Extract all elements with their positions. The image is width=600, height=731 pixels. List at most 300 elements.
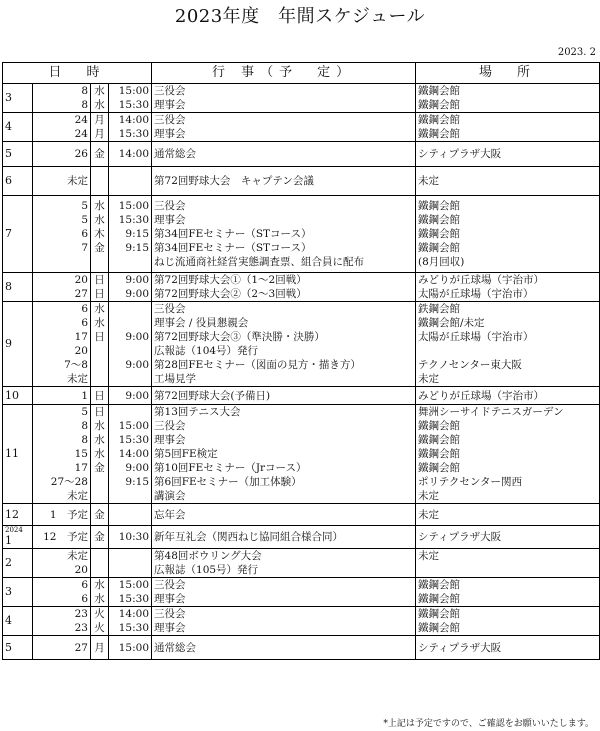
schedule-line: 15:00 xyxy=(118,420,150,432)
schedule-line: 15:30 xyxy=(118,593,150,605)
place-cell xyxy=(416,526,600,549)
place-cell xyxy=(416,607,600,636)
time-cell xyxy=(109,607,152,636)
schedule-line: 9:00 xyxy=(125,359,150,371)
day-cell xyxy=(33,549,91,578)
month-block xyxy=(3,607,600,636)
schedule-line: 日 xyxy=(94,406,105,418)
time-cell xyxy=(109,113,152,142)
schedule-line: 24 xyxy=(74,114,88,126)
event-cell xyxy=(152,607,416,636)
event-cell xyxy=(152,405,416,504)
month-number: 9 xyxy=(5,337,12,350)
schedule-line: ねじ流通商社経営実態調査票、組合員に配布 xyxy=(154,256,365,268)
day-cell xyxy=(33,578,91,607)
schedule-line: 7 xyxy=(81,242,88,254)
issue-date: 2023. 2 xyxy=(557,47,596,58)
schedule-line: 木 xyxy=(94,228,105,240)
time-cell xyxy=(109,636,152,660)
schedule-line: 第72回野球大会①（1～2回戦） xyxy=(154,274,307,286)
schedule-line: 23 xyxy=(74,608,88,620)
schedule-table xyxy=(2,62,600,660)
day-cell xyxy=(33,387,91,405)
schedule-line xyxy=(418,344,597,358)
schedule-line: 鐵鋼会館 xyxy=(418,593,461,605)
schedule-line: 第6回FEセミナー（加工体験） xyxy=(154,476,302,488)
weekday-cell xyxy=(91,526,109,549)
schedule-line: ポリテクセンター関西 xyxy=(418,476,522,488)
schedule-line: 月 xyxy=(94,114,105,126)
schedule-line: 26 xyxy=(74,148,88,160)
schedule-line: 15:00 xyxy=(118,579,150,591)
schedule-line: 15 xyxy=(74,448,88,460)
schedule-line: 未定 xyxy=(67,373,88,385)
event-cell xyxy=(152,167,416,196)
schedule-line: 三役会 xyxy=(154,114,186,126)
month-cell xyxy=(3,636,33,660)
schedule-line: 金 xyxy=(94,148,105,160)
page-title: 2023年度 年間スケジュール xyxy=(174,6,426,27)
month-number: 8 xyxy=(5,280,12,293)
day-cell xyxy=(33,113,91,142)
event-cell xyxy=(152,302,416,387)
schedule-line: 未定 xyxy=(418,373,440,385)
day-cell xyxy=(33,167,91,196)
month-cell xyxy=(3,167,33,196)
weekday-cell xyxy=(91,607,109,636)
schedule-line: 第13回テニス大会 xyxy=(154,406,241,418)
schedule-line: 27 xyxy=(74,641,88,654)
place-cell xyxy=(416,504,600,526)
schedule-line: 金 xyxy=(94,242,105,254)
schedule-line: 三役会 xyxy=(154,579,186,591)
day-cell xyxy=(33,302,91,387)
schedule-line: 27～28 xyxy=(50,476,88,488)
schedule-line: 鐵鋼会館 xyxy=(418,622,461,634)
time-cell xyxy=(109,167,152,196)
month-block xyxy=(3,504,600,526)
month-cell xyxy=(3,84,33,113)
schedule-line: 15:30 xyxy=(118,99,150,111)
time-cell xyxy=(109,387,152,405)
event-cell xyxy=(152,142,416,167)
schedule-line xyxy=(111,549,149,563)
event-cell xyxy=(152,273,416,302)
weekday-cell xyxy=(91,636,109,660)
schedule-line: 15:00 xyxy=(118,641,150,654)
schedule-line: 6 xyxy=(81,579,88,591)
schedule-line: 鐵鋼会館 xyxy=(418,85,461,97)
month-block xyxy=(3,302,600,387)
schedule-line: 15:30 xyxy=(118,214,150,226)
schedule-line: 10:30 xyxy=(118,531,150,543)
schedule-line: 鐵鋼会館 xyxy=(418,214,461,226)
month-number: 7 xyxy=(5,227,12,240)
event-cell xyxy=(152,196,416,273)
event-cell xyxy=(152,526,416,549)
weekday-cell xyxy=(91,142,109,167)
day-cell xyxy=(33,405,91,504)
schedule-line: 8 xyxy=(81,85,88,97)
schedule-line: 鐵鋼会館 xyxy=(418,608,461,620)
schedule-line: 鐵鋼会館 xyxy=(418,462,461,474)
schedule-line: 20 xyxy=(74,564,88,576)
schedule-line: 舞洲シーサイドテニスガーデン xyxy=(418,406,564,418)
schedule-line: テクノセンター東大阪 xyxy=(418,359,522,371)
schedule-line: 鉄鋼会館 xyxy=(418,303,461,315)
schedule-line: 未定 xyxy=(418,490,440,502)
schedule-line: 5 xyxy=(81,214,88,226)
schedule-line xyxy=(93,563,106,577)
day-cell xyxy=(33,142,91,167)
schedule-line: 鐵鋼会館 xyxy=(418,242,461,254)
month-block xyxy=(3,196,600,273)
weekday-cell xyxy=(91,167,109,196)
schedule-line: 鐵鋼会館 xyxy=(418,99,461,111)
schedule-line: 鐵鋼会館 xyxy=(418,434,461,446)
schedule-line: 14:00 xyxy=(118,148,150,160)
weekday-cell xyxy=(91,273,109,302)
schedule-line: 水 xyxy=(94,434,105,446)
schedule-line: 日 xyxy=(94,274,105,286)
schedule-line xyxy=(93,549,106,563)
month-number: 5 xyxy=(5,147,12,160)
schedule-line xyxy=(111,174,149,188)
schedule-line: 9:15 xyxy=(125,228,150,240)
schedule-line: 1 予定 xyxy=(49,508,88,521)
month-cell xyxy=(3,113,33,142)
schedule-line: 月 xyxy=(94,128,105,140)
schedule-line xyxy=(93,475,106,489)
schedule-line xyxy=(93,174,106,188)
schedule-line: 7～8 xyxy=(64,359,88,371)
schedule-line: 15:30 xyxy=(118,622,150,634)
schedule-line: 水 xyxy=(94,99,105,111)
schedule-line: 金 xyxy=(94,531,105,543)
footnote: *上記は予定ですので、ご確認をお願いいたします。 xyxy=(383,719,594,729)
schedule-line: 20 xyxy=(74,274,88,286)
place-cell xyxy=(416,113,600,142)
schedule-line: 理事会 xyxy=(154,622,186,634)
place-cell xyxy=(416,196,600,273)
schedule-line: 27 xyxy=(74,288,88,300)
day-cell xyxy=(33,196,91,273)
schedule-line: 17 xyxy=(74,462,88,474)
month-number: 5 xyxy=(5,640,12,654)
month-cell xyxy=(3,387,33,405)
event-cell xyxy=(152,636,416,660)
schedule-line: 鐵鋼会館 xyxy=(418,579,461,591)
schedule-line: 6 xyxy=(81,303,88,315)
schedule-line: 三役会 xyxy=(154,85,186,97)
schedule-line: 広報誌（104号）発行 xyxy=(154,345,259,357)
schedule-line: 鐵鋼会館 xyxy=(418,228,461,240)
time-cell xyxy=(109,196,152,273)
schedule-line: 9:00 xyxy=(125,462,150,474)
schedule-body xyxy=(3,84,600,660)
time-cell xyxy=(109,504,152,526)
place-cell xyxy=(416,549,600,578)
year-label: 2024 xyxy=(5,526,23,534)
schedule-line: 第72回野球大会(予備日) xyxy=(154,389,271,402)
schedule-line: 火 xyxy=(94,622,105,634)
schedule-line xyxy=(111,316,149,330)
schedule-line: 第5回FE検定 xyxy=(154,448,218,460)
month-cell xyxy=(3,302,33,387)
schedule-line: 水 xyxy=(94,317,105,329)
schedule-line: 9:15 xyxy=(125,476,150,488)
event-cell xyxy=(152,387,416,405)
schedule-line: 17 xyxy=(74,331,88,343)
month-number: 4 xyxy=(5,120,12,133)
day-cell xyxy=(33,526,91,549)
schedule-line: 第34回FEセミナー（STコース） xyxy=(154,242,312,254)
day-cell xyxy=(33,84,91,113)
schedule-line xyxy=(418,563,597,577)
month-cell xyxy=(3,526,33,549)
schedule-line xyxy=(111,508,149,522)
header-date-time: 日 時 xyxy=(3,63,152,84)
month-block xyxy=(3,113,600,142)
schedule-line: 三役会 xyxy=(154,420,186,432)
schedule-line: 9:00 xyxy=(125,331,150,343)
schedule-line: 金 xyxy=(94,462,105,474)
schedule-line: 月 xyxy=(94,641,105,654)
month-block xyxy=(3,636,600,660)
month-block xyxy=(3,142,600,167)
time-cell xyxy=(109,302,152,387)
time-cell xyxy=(109,549,152,578)
schedule-line xyxy=(111,405,149,419)
month-block xyxy=(3,526,600,549)
day-cell xyxy=(33,504,91,526)
schedule-line: 水 xyxy=(94,448,105,460)
schedule-line: 日 xyxy=(94,288,105,300)
month-number: 3 xyxy=(5,585,12,598)
schedule-line: 5 xyxy=(81,406,88,418)
day-cell xyxy=(33,636,91,660)
place-cell xyxy=(416,636,600,660)
schedule-line: 水 xyxy=(94,200,105,212)
month-number: 10 xyxy=(5,388,19,402)
place-cell xyxy=(416,578,600,607)
schedule-line: 理事会 xyxy=(154,434,186,446)
schedule-line: 忘年会 xyxy=(154,508,186,521)
schedule-line: 通常総会 xyxy=(154,641,197,654)
month-cell xyxy=(3,578,33,607)
schedule-line: 24 xyxy=(74,128,88,140)
weekday-cell xyxy=(91,387,109,405)
event-cell xyxy=(152,549,416,578)
time-cell xyxy=(109,578,152,607)
month-number: 3 xyxy=(5,91,12,104)
schedule-line: 12 予定 xyxy=(43,531,88,543)
schedule-line: 8 xyxy=(81,434,88,446)
header-event: 行 事（予 定） xyxy=(152,63,416,84)
weekday-cell xyxy=(91,578,109,607)
month-cell xyxy=(3,405,33,504)
schedule-line: 15:30 xyxy=(118,128,150,140)
schedule-line: 三役会 xyxy=(154,200,186,212)
schedule-line: 15:00 xyxy=(118,200,150,212)
weekday-cell xyxy=(91,302,109,387)
schedule-line: 14:00 xyxy=(118,114,150,126)
weekday-cell xyxy=(91,196,109,273)
schedule-line: 9:00 xyxy=(125,288,150,300)
schedule-line xyxy=(111,372,149,386)
schedule-line: 理事会 / 役員懇親会 xyxy=(154,317,249,329)
schedule-line: 6 xyxy=(81,317,88,329)
schedule-line: 鐵鋼会館 xyxy=(418,448,461,460)
place-cell xyxy=(416,273,600,302)
schedule-line: 第48回ボウリング大会 xyxy=(154,550,262,562)
schedule-line: 講演会 xyxy=(154,490,186,502)
month-number: 12 xyxy=(5,507,19,521)
time-cell xyxy=(109,526,152,549)
schedule-line xyxy=(111,302,149,316)
place-cell xyxy=(416,167,600,196)
schedule-line xyxy=(93,372,106,386)
schedule-line: 日 xyxy=(94,389,105,402)
time-cell xyxy=(109,84,152,113)
schedule-line: 新年互礼会（関西ねじ協同組合様合同） xyxy=(154,531,344,543)
day-cell xyxy=(33,273,91,302)
schedule-line: 通常総会 xyxy=(154,148,197,160)
schedule-line: 理事会 xyxy=(154,128,186,140)
month-number: 1 xyxy=(5,534,12,547)
schedule-line: 未定 xyxy=(67,175,88,187)
schedule-line: 6 xyxy=(81,228,88,240)
schedule-line: 三役会 xyxy=(154,608,186,620)
schedule-line: 鐵鋼会館 xyxy=(418,200,461,212)
schedule-line: 水 xyxy=(94,214,105,226)
schedule-line: シティプラザ大阪 xyxy=(418,531,502,543)
place-cell xyxy=(416,142,600,167)
weekday-cell xyxy=(91,84,109,113)
schedule-line: 23 xyxy=(74,622,88,634)
month-number: 2 xyxy=(5,556,12,569)
event-cell xyxy=(152,504,416,526)
time-cell xyxy=(109,142,152,167)
schedule-line xyxy=(93,344,106,358)
schedule-line xyxy=(93,358,106,372)
schedule-line: 太陽が丘球場（宇治市） xyxy=(418,288,534,300)
schedule-line: みどりが丘球場（宇治市） xyxy=(418,389,545,402)
weekday-cell xyxy=(91,504,109,526)
schedule-line: 9:15 xyxy=(125,242,150,254)
schedule-line: 15:30 xyxy=(118,434,150,446)
schedule-line: 水 xyxy=(94,85,105,97)
schedule-line: みどりが丘球場（宇治市） xyxy=(418,274,545,286)
month-cell xyxy=(3,196,33,273)
schedule-line: 1 xyxy=(81,389,88,402)
schedule-line: 9:00 xyxy=(125,389,150,402)
schedule-line: 15:00 xyxy=(118,85,150,97)
schedule-line: 9:00 xyxy=(125,274,150,286)
schedule-line: 第72回野球大会②（2～3回戦） xyxy=(154,288,307,300)
month-number: 6 xyxy=(5,174,12,187)
month-block xyxy=(3,273,600,302)
schedule-line: 14:00 xyxy=(118,608,150,620)
schedule-line: 火 xyxy=(94,608,105,620)
place-cell xyxy=(416,84,600,113)
weekday-cell xyxy=(91,405,109,504)
schedule-line: 水 xyxy=(94,593,105,605)
header-place: 場 所 xyxy=(416,63,600,84)
schedule-line: 未定 xyxy=(67,550,88,562)
schedule-line: 第28回FEセミナー（図面の見方・描き方） xyxy=(154,359,361,371)
weekday-cell xyxy=(91,113,109,142)
month-cell xyxy=(3,549,33,578)
time-cell xyxy=(109,273,152,302)
schedule-line: 工場見学 xyxy=(154,373,197,385)
schedule-line xyxy=(35,255,88,269)
schedule-line: 第34回FEセミナー（STコース） xyxy=(154,228,312,240)
schedule-line: 水 xyxy=(94,579,105,591)
place-cell xyxy=(416,387,600,405)
schedule-line: 鐵鋼会館/未定 xyxy=(418,317,485,329)
month-cell xyxy=(3,273,33,302)
schedule-line xyxy=(93,489,106,503)
schedule-line: 鐵鋼会館 xyxy=(418,128,461,140)
schedule-line: (8月回収) xyxy=(418,256,465,268)
place-cell xyxy=(416,302,600,387)
schedule-line: 広報誌（105号）発行 xyxy=(154,564,259,576)
schedule-line: シティプラザ大阪 xyxy=(418,641,502,654)
schedule-line: 水 xyxy=(94,303,105,315)
schedule-line: 水 xyxy=(94,420,105,432)
schedule-line: 第72回野球大会 キャプテン会議 xyxy=(154,175,314,187)
schedule-line: 未定 xyxy=(67,490,88,502)
month-cell xyxy=(3,142,33,167)
month-number: 4 xyxy=(5,614,12,627)
month-block xyxy=(3,387,600,405)
schedule-line: 理事会 xyxy=(154,593,186,605)
schedule-line: 第10回FEセミナー（Jrコース） xyxy=(154,462,307,474)
schedule-line: 8 xyxy=(81,99,88,111)
month-block xyxy=(3,167,600,196)
month-number: 11 xyxy=(5,447,19,460)
event-cell xyxy=(152,84,416,113)
schedule-line: 鐵鋼会館 xyxy=(418,420,461,432)
schedule-line xyxy=(93,255,106,269)
schedule-line: 8 xyxy=(81,420,88,432)
schedule-line: 未定 xyxy=(418,508,440,521)
weekday-cell xyxy=(91,549,109,578)
time-cell xyxy=(109,405,152,504)
table-header-row xyxy=(3,63,600,84)
month-block xyxy=(3,549,600,578)
event-cell xyxy=(152,113,416,142)
month-cell xyxy=(3,607,33,636)
schedule-line xyxy=(111,255,149,269)
schedule-line: シティプラザ大阪 xyxy=(418,148,502,160)
month-block xyxy=(3,84,600,113)
schedule-line: 理事会 xyxy=(154,99,186,111)
schedule-line: 第72回野球大会③（準決勝・決勝） xyxy=(154,331,325,343)
schedule-line xyxy=(111,563,149,577)
schedule-line: 未定 xyxy=(418,550,440,562)
day-cell xyxy=(33,607,91,636)
schedule-line: 20 xyxy=(74,345,88,357)
schedule-line: 14:00 xyxy=(118,448,150,460)
schedule-line: 5 xyxy=(81,200,88,212)
schedule-line xyxy=(111,489,149,503)
month-block xyxy=(3,405,600,504)
schedule-line: 6 xyxy=(81,593,88,605)
place-cell xyxy=(416,405,600,504)
schedule-line: 太陽が丘球場（宇治市） xyxy=(418,331,534,343)
